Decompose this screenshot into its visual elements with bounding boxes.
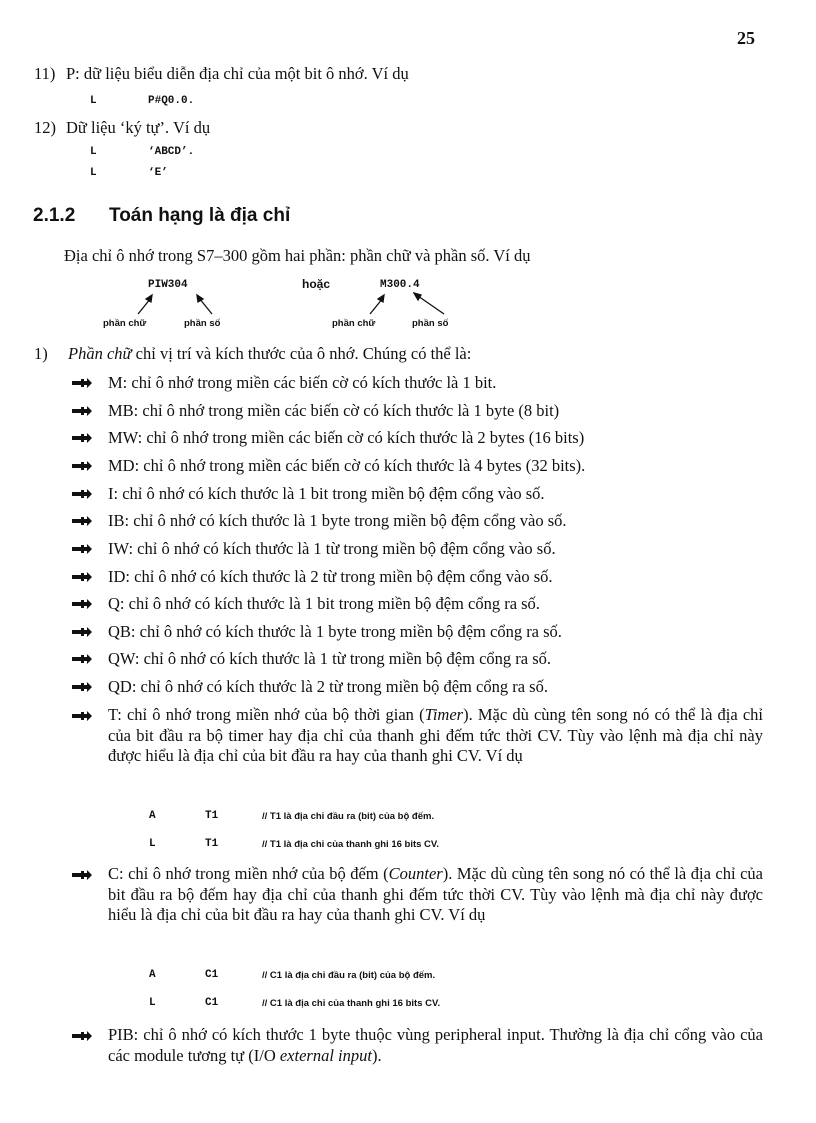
code-arg: C1 [205,969,219,981]
code-op: L [149,997,156,1009]
item-12-text: Dữ liệu ‘ký tự’. Ví dụ [66,118,211,137]
or-word: hoặc [302,277,331,291]
timer-term: Timer [424,705,464,724]
code-arg: ‘ABCD’. [148,146,195,158]
timer-post: ). Mặc dù cùng tên song nó có thể là địa chỉ của bit đầu ra bộ timer hay địa chỉ của thanh ghi đếm tức thời CV. Tùy vào lệnh mà địa chỉ này được hiểu là địa chỉ của bit đầu ra hay của thanh ghi CV. Ví dụ [108,705,763,765]
label-letter-part: phần chữ [103,318,147,329]
list-item: QB: chỉ ô nhớ có kích thước là 1 byte trong miền bộ đệm cổng ra số. [108,622,562,641]
item-11-text: P: dữ liệu biểu diễn địa chỉ của một bit ô nhớ. Ví dụ [66,64,409,83]
code-op: L [90,167,97,179]
example-piw304: PIW304 [148,279,188,291]
list-item: IW: chỉ ô nhớ có kích thước là 1 từ trong miền bộ đệm cổng vào số. [108,539,556,558]
list-item: MD: chỉ ô nhớ trong miền các biến cờ có kích thước là 4 bytes (32 bits). [108,456,586,475]
section-number: 2.1.2 [33,205,76,226]
point-1-term: Phần chữ [68,344,132,363]
section-title: Toán hạng là địa chỉ [109,205,291,226]
list-item: MB: chỉ ô nhớ trong miền các biến cờ có kích thước là 1 byte (8 bit) [108,401,560,420]
pointing-hand-icon [72,488,92,500]
counter-post: ). Mặc dù cùng tên song nó có thể là địa chỉ của bit đầu ra bộ đếm hay địa chỉ của thanh ghi đếm tức thời CV. Tùy vào lệnh mà địa chỉ này được hiểu là địa chỉ của bit đầu ra hay của thanh ghi CV. Ví dụ [108,864,763,924]
pib-pre: PIB: chỉ ô nhớ có kích thước 1 byte thuộc vùng peripheral input. Thường là địa chỉ cổng vào của các module tương tự (I/O [108,1025,763,1065]
counter-paragraph [108,864,763,926]
list-item: IB: chỉ ô nhớ có kích thước là 1 byte trong miền bộ đệm cổng vào số. [108,511,567,530]
pib-term: external input [279,1045,372,1065]
code-op: L [149,838,156,850]
pointing-hand-icon [72,405,92,417]
code-arg: P#Q0.0. [148,95,195,107]
code-arg: ‘E’ [148,167,168,179]
code-comment: // T1 là địa chỉ của thanh ghi 16 bits CV. [262,839,440,850]
counter-term: Counter [388,864,443,883]
pointing-hand-icon [72,710,92,722]
pointing-hand-icon [72,626,92,638]
list-item: Q: chỉ ô nhớ có kích thước là 1 bit trong miền bộ đệm cổng ra số. [108,594,540,613]
timer-paragraph [108,705,763,767]
code-comment: // T1 là địa chỉ đầu ra (bit) của bộ đếm. [262,811,435,822]
label-number-part: phần số [184,318,221,329]
code-comment: // C1 là địa chỉ của thanh ghi 16 bits CV. [262,998,441,1009]
pointing-hand-icon [72,681,92,693]
code-op: L [90,95,97,107]
label-number-part: phần số [412,318,449,329]
point-1-num: 1) [34,344,48,363]
pointing-hand-icon [72,598,92,610]
point-1-text [68,344,471,364]
item-11-num: 11) [34,64,56,83]
pointing-hand-icon [72,653,92,665]
pib-post: ). [371,1045,382,1065]
pointing-hand-icon [72,515,92,527]
list-item: QW: chỉ ô nhớ có kích thước là 1 từ trong miền bộ đệm cổng ra số. [108,649,552,668]
code-comment: // C1 là địa chỉ đầu ra (bit) của bộ đếm. [262,970,436,981]
code-arg: T1 [205,810,219,822]
list-item: M: chỉ ô nhớ trong miền các biến cờ có kích thước là 1 bit. [108,373,497,392]
list-item: I: chỉ ô nhớ có kích thước là 1 bit trong miền bộ đệm cổng vào số. [108,484,545,503]
item-12-num: 12) [34,118,56,137]
label-letter-part: phần chữ [332,318,376,329]
point-1-desc: chỉ vị trí và kích thước của ô nhớ. Chúng có thể là: [131,344,472,363]
pointing-hand-icon [72,432,92,444]
list-item: MW: chỉ ô nhớ trong miền các biến cờ có kích thước là 2 bytes (16 bits) [108,428,585,447]
pointing-hand-icon [72,543,92,555]
code-arg: C1 [205,997,219,1009]
pib-paragraph [108,1025,763,1066]
pointing-hand-icon [72,460,92,472]
example-m3004: M300.4 [380,279,420,291]
pointing-hand-icon [72,571,92,583]
page-number: 25 [737,28,755,48]
pointing-hand-icon [72,1030,92,1042]
code-op: A [149,810,156,822]
pointing-hand-icon [72,377,92,389]
code-arg: T1 [205,838,219,850]
pointing-hand-icon [72,869,92,881]
list-item: QD: chỉ ô nhớ có kích thước là 2 từ trong miền bộ đệm cổng ra số. [108,677,548,696]
code-op: A [149,969,156,981]
intro-text: Địa chỉ ô nhớ trong S7–300 gồm hai phần: phần chữ và phần số. Ví dụ [64,246,531,265]
diagram-arrows [0,0,816,330]
list-item: ID: chỉ ô nhớ có kích thước là 2 từ trong miền bộ đệm cổng vào số. [108,567,553,586]
code-op: L [90,146,97,158]
timer-pre: T: chỉ ô nhớ trong miền nhớ của bộ thời gian ( [108,705,425,724]
counter-pre: C: chỉ ô nhớ trong miền nhớ của bộ đếm ( [108,864,389,883]
